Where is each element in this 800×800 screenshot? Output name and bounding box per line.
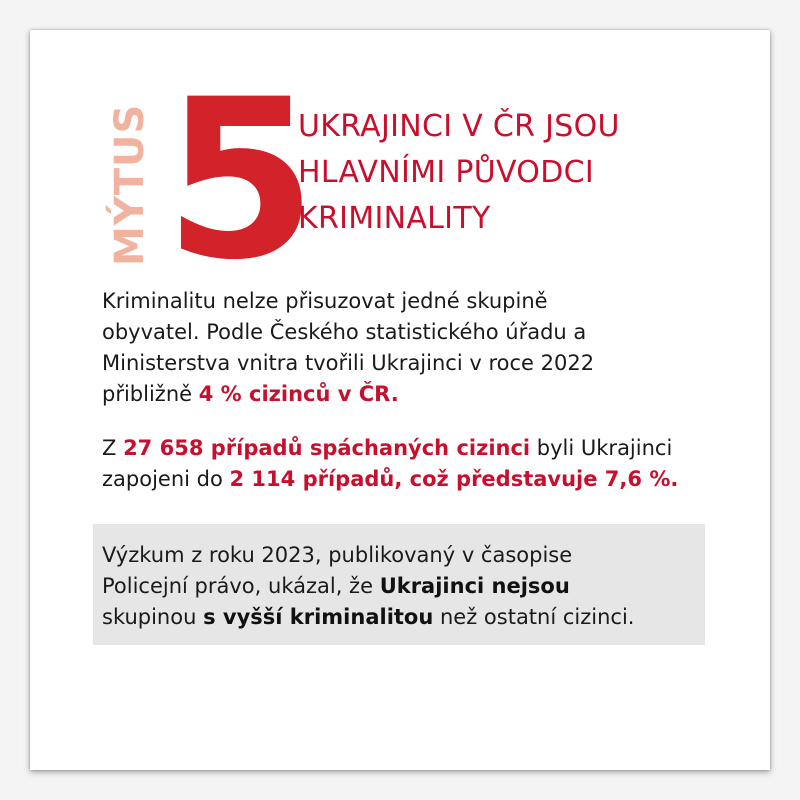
paragraph-population-line-4 [102, 379, 722, 410]
myth-label: MÝTUS [107, 103, 153, 266]
paragraph-population-line-2: obyvatel. Podle Českého statistického úřadu a [102, 320, 587, 344]
headline [298, 104, 758, 242]
research-callout-line-3-suffix: než ostatní cizinci. [433, 605, 635, 629]
myth-number: 5 [164, 52, 314, 308]
paragraph-population-line-1: Kriminalitu nelze přisuzovat jedné skupině [102, 289, 548, 313]
paragraph-cases-line-1-prefix: Z [102, 436, 124, 460]
headline-line-3: KRIMINALITY [298, 201, 491, 236]
paragraph-cases-line-2 [102, 464, 722, 495]
bold-higher-criminality: s vyšší kriminalitou [203, 605, 434, 629]
research-callout-line-1: Výzkum z roku 2023, publikovaný v časopise [102, 543, 573, 567]
paragraph-population-line-3: Ministerstva vnitra tvořili Ukrajinci v roce 2022 [102, 351, 595, 375]
bold-ukrainians-are-not: Ukrajinci nejsou [379, 574, 570, 598]
infographic-card [30, 30, 770, 770]
paragraph-cases [102, 433, 722, 495]
headline-line-1: UKRAJINCI V ČR JSOU [298, 109, 620, 144]
research-callout-text [102, 540, 702, 633]
research-callout-line-2-prefix: Policejní právo, ukázal, že [102, 574, 380, 598]
research-callout-line-2 [102, 571, 702, 602]
research-callout-box [93, 524, 705, 645]
paragraph-population [102, 286, 722, 410]
paragraph-cases-line-1-suffix: byli Ukrajinci [530, 436, 673, 460]
paragraph-cases-line-1 [102, 433, 722, 464]
paragraph-cases-line-2-prefix: zapojeni do [102, 467, 230, 491]
highlight-total-cases: 27 658 případů spáchaných cizinci [123, 436, 531, 460]
paragraph-population-line-4-text: přibližně [102, 382, 199, 406]
headline-line-2: HLAVNÍMI PŮVODCI [298, 155, 594, 190]
research-callout-line-3 [102, 602, 702, 633]
highlight-ukrainian-cases: 2 114 případů, což představuje 7,6 %. [229, 467, 679, 491]
highlight-foreigner-share: 4 % cizinců v ČR. [198, 382, 399, 406]
research-callout-line-3-prefix: skupinou [102, 605, 204, 629]
